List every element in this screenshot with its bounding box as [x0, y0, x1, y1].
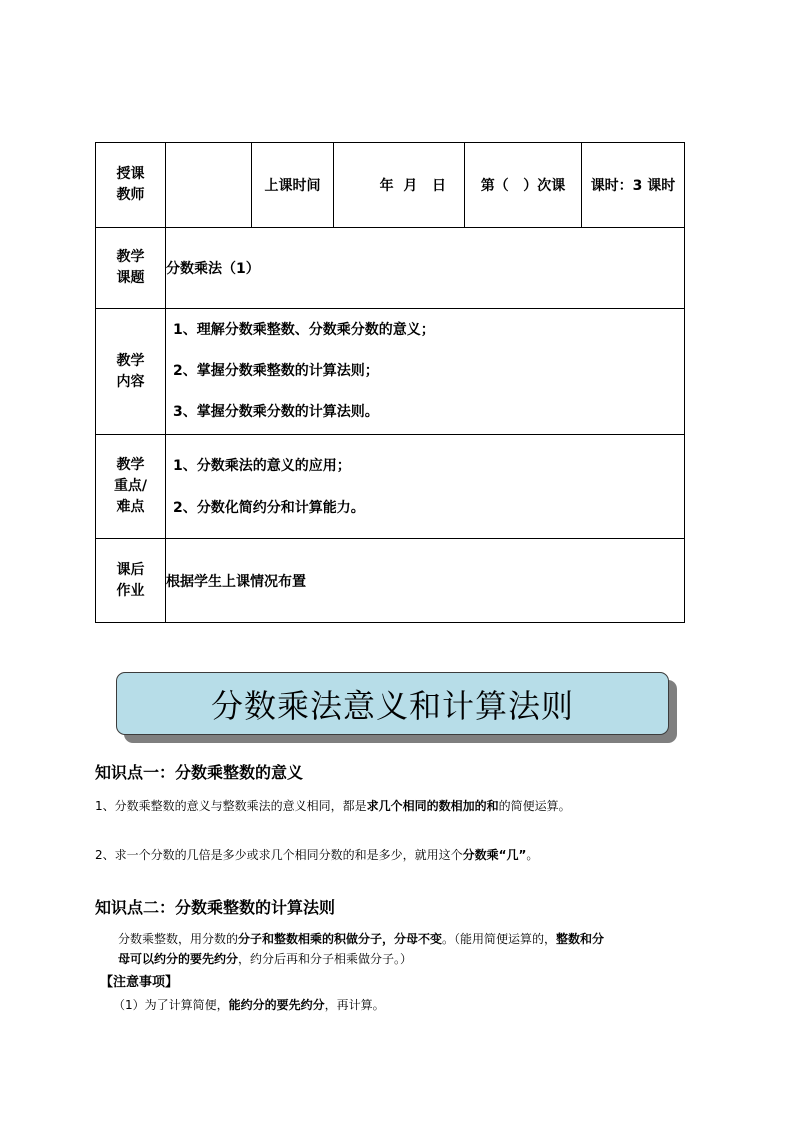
focus-item: 1、分数乘法的意义的应用；	[173, 458, 351, 474]
note-item-1: （1）为了计算简便，能约分的要先约分，再计算。	[113, 998, 385, 1012]
kp2-heading: 知识点二：分数乘整数的计算法则	[95, 898, 336, 917]
content-item: 3、掌握分数乘分数的计算法则。	[173, 404, 379, 420]
homework-value: 根据学生上课情况布置	[166, 539, 685, 623]
teacher-value	[166, 143, 252, 228]
note-heading: 【注意事项】	[100, 975, 179, 990]
date-field: 年 月 日	[334, 143, 465, 228]
kp1-paragraph-2: 2、求一个分数的几倍是多少或求几个相同分数的和是多少，就用这个分数乘“几”。	[95, 848, 539, 862]
content-item: 2、掌握分数乘整数的计算法则；	[173, 363, 379, 379]
homework-label: 课后 作业	[96, 539, 166, 623]
kp2-rule-line-1: 分数乘整数，用分数的分子和整数相乘的积做分子，分母不变。（能用简便运算的，整数和分	[118, 932, 605, 946]
section-banner	[116, 672, 669, 735]
kp1-heading: 知识点一：分数乘整数的意义	[95, 763, 304, 782]
topic-label: 教学 课题	[96, 228, 166, 309]
focus-list	[166, 435, 685, 539]
content-list	[166, 309, 685, 435]
teacher-label: 授课 教师	[96, 143, 166, 228]
row-topic	[96, 228, 685, 309]
row-content	[96, 309, 685, 435]
row-teacher	[96, 143, 685, 228]
topic-value: 分数乘法（1）	[166, 228, 685, 309]
session-field: 第（ ）次课	[465, 143, 582, 228]
lesson-info-table	[95, 142, 685, 623]
hours-field: 课时：3 课时	[582, 143, 685, 228]
class-time-label: 上课时间	[252, 143, 334, 228]
banner-title: 分数乘法意义和计算法则	[210, 686, 574, 725]
focus-label: 教学 重点/ 难点	[96, 435, 166, 539]
row-homework	[96, 539, 685, 623]
kp2-rule-line-2: 母可以约分的要先约分，约分后再和分子相乘做分子。）	[118, 952, 413, 966]
row-focus	[96, 435, 685, 539]
kp1-paragraph-1: 1、分数乘整数的意义与整数乘法的意义相同，都是求几个相同的数相加的和的简便运算。	[95, 799, 571, 813]
focus-item: 2、分数化简约分和计算能力。	[173, 500, 365, 516]
content-label: 教学 内容	[96, 309, 166, 435]
content-item: 1、理解分数乘整数、分数乘分数的意义；	[173, 322, 435, 338]
